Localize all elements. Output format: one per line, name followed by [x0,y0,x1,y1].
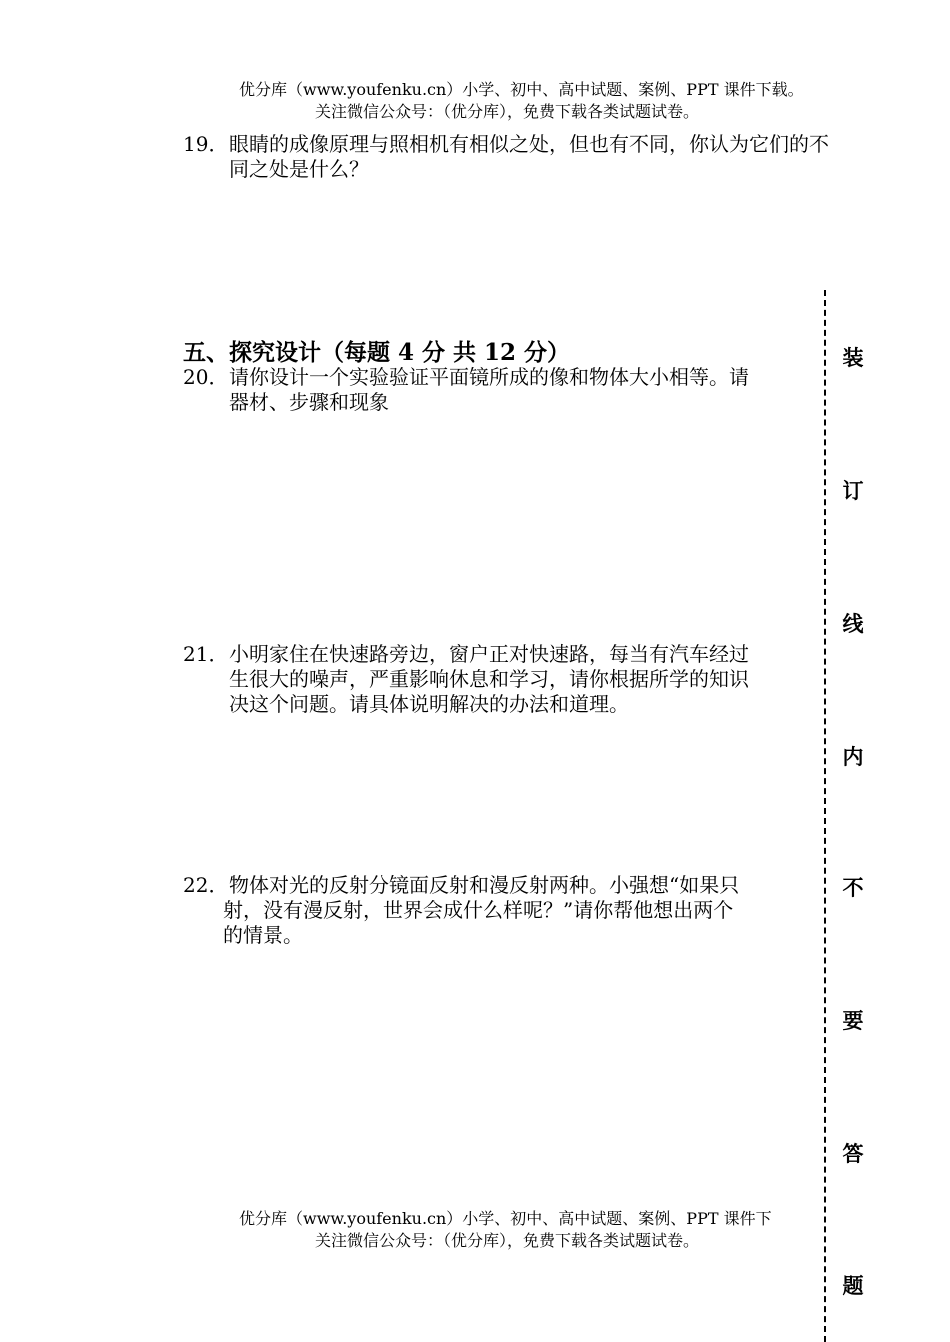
question-text-line: 的情景。 [223,923,303,947]
question-19 [183,132,829,182]
footer-line-2: 关注微信公众号：（优分库），免费下载各类试题试卷。 [315,1231,700,1250]
question-text-line: 眼睛的成像原理与照相机有相似之处，但也有不同，你认为它们的不 [229,132,829,156]
question-text-line: 器材、步骤和现象 [229,390,389,414]
question-number: 20． [183,365,229,389]
binding-char: 订 [842,478,864,503]
footer-line-1: 优分库（www.youfenku.cn）小学、初中、高中试题、案例、PPT 课件下 [239,1209,772,1228]
header-line-2: 关注微信公众号：（优分库），免费下载各类试题试卷。 [315,102,700,121]
question-text-line: 小明家住在快速路旁边，窗户正对快速路，每当有汽车经过 [229,642,749,666]
binding-char: 装 [842,345,864,370]
question-22 [183,873,739,948]
question-number: 22． [183,873,229,897]
binding-char: 题 [842,1273,864,1298]
binding-char: 线 [842,611,864,636]
question-number: 21． [183,642,229,666]
question-text-line: 请你设计一个实验验证平面镜所成的像和物体大小相等。请 [229,365,749,389]
binding-char: 内 [842,744,864,769]
binding-char: 答 [842,1141,864,1166]
section-title: 五、探究设计（每题 4 分 共 12 分） [183,339,571,366]
question-20 [183,365,749,415]
question-text-line: 物体对光的反射分镜面反射和漫反射两种。小强想“如果只 [229,873,740,897]
question-text-line: 生很大的噪声，严重影响休息和学习，请你根据所学的知识 [229,667,749,691]
question-text-line: 同之处是什么？ [229,157,369,181]
binding-dashed-line [824,290,826,1342]
header-line-1: 优分库（www.youfenku.cn）小学、初中、高中试题、案例、PPT 课件下载。 [239,80,804,99]
question-text-line: 射，没有漫反射，世界会成什么样呢？”请你帮他想出两个 [223,898,734,922]
question-text-line: 决这个问题。请具体说明解决的办法和道理。 [229,692,629,716]
binding-char: 要 [842,1008,864,1033]
question-21 [183,642,749,717]
binding-char: 不 [842,875,864,900]
question-number: 19． [183,132,229,156]
